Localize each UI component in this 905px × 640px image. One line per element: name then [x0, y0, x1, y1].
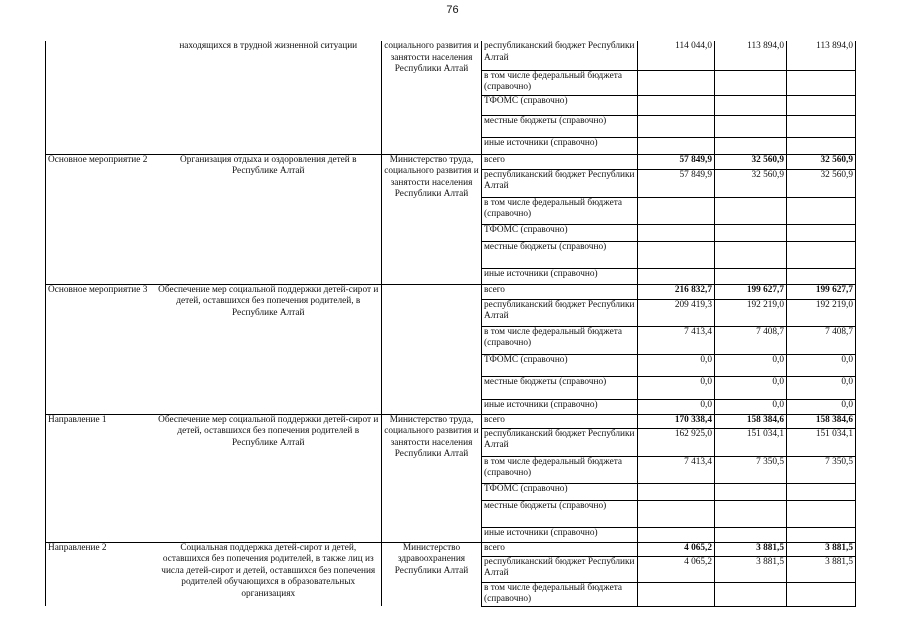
table-row: [46, 284, 856, 299]
funding-source: иные источники (справочно): [482, 527, 638, 542]
amount-cell: [638, 241, 715, 268]
amount-cell: 0,0: [787, 376, 856, 399]
amount-cell: 113 894,0: [715, 41, 787, 70]
amount-cell: 151 034,1: [715, 428, 787, 456]
row-code: Основное мероприятие 3: [46, 284, 156, 414]
funding-source: в том числе федеральный бюджета (справочно): [482, 197, 638, 224]
amount-cell: [715, 115, 787, 137]
amount-cell: 7 408,7: [787, 326, 856, 354]
amount-cell: 0,0: [638, 376, 715, 399]
executor: Министерство труда, социального развития и занятости населения Республики Алтай: [382, 414, 482, 542]
amount-cell: [715, 137, 787, 154]
amount-cell: 0,0: [638, 399, 715, 414]
amount-cell: 209 419,3: [638, 299, 715, 326]
amount-cell: [715, 70, 787, 95]
amount-cell: 0,0: [787, 354, 856, 376]
amount-cell: [715, 483, 787, 500]
funding-source: иные источники (справочно): [482, 399, 638, 414]
activity-name: Обеспечение мер социальной поддержки детей-сирот и детей, оставшихся без попечения родителей в Республике Алтай: [156, 414, 382, 542]
amount-cell: 151 034,1: [787, 428, 856, 456]
amount-cell: 4 065,2: [638, 542, 715, 556]
funding-source: местные бюджеты (справочно): [482, 376, 638, 399]
amount-cell: [638, 483, 715, 500]
amount-cell: 158 384,6: [715, 414, 787, 428]
row-code: [46, 41, 156, 154]
amount-cell: 3 881,5: [715, 556, 787, 582]
funding-source: ТФОМС (справочно): [482, 354, 638, 376]
executor: Министерство труда, социального развития и занятости населения Республики Алтай: [382, 154, 482, 284]
amount-cell: [715, 582, 787, 606]
amount-cell: 199 627,7: [715, 284, 787, 299]
executor: социального развития и занятости населения Республики Алтай: [382, 41, 482, 154]
funding-source: местные бюджеты (справочно): [482, 241, 638, 268]
executor: [382, 284, 482, 414]
row-code: Основное мероприятие 2: [46, 154, 156, 284]
amount-cell: 7 408,7: [715, 326, 787, 354]
amount-cell: 3 881,5: [715, 542, 787, 556]
amount-cell: [638, 268, 715, 284]
activity-name: Организация отдыха и оздоровления детей в Республике Алтай: [156, 154, 382, 284]
funding-source: иные источники (справочно): [482, 137, 638, 154]
amount-cell: [787, 115, 856, 137]
amount-cell: [787, 197, 856, 224]
funding-source: в том числе федеральный бюджета (справочно): [482, 582, 638, 606]
amount-cell: 162 925,0: [638, 428, 715, 456]
amount-cell: 192 219,0: [787, 299, 856, 326]
amount-cell: [787, 500, 856, 527]
amount-cell: 7 413,4: [638, 326, 715, 354]
funding-source: иные источники (справочно): [482, 268, 638, 284]
table-row: [46, 542, 856, 556]
amount-cell: 192 219,0: [715, 299, 787, 326]
amount-cell: [638, 95, 715, 115]
amount-cell: [638, 224, 715, 241]
funding-source: ТФОМС (справочно): [482, 224, 638, 241]
amount-cell: [715, 500, 787, 527]
amount-cell: [638, 500, 715, 527]
amount-cell: [787, 224, 856, 241]
amount-cell: [787, 527, 856, 542]
amount-cell: 0,0: [715, 376, 787, 399]
amount-cell: [715, 95, 787, 115]
amount-cell: 57 849,9: [638, 154, 715, 169]
amount-cell: 3 881,5: [787, 542, 856, 556]
amount-cell: 32 560,9: [715, 169, 787, 197]
table-row: [46, 414, 856, 428]
amount-cell: [787, 70, 856, 95]
activity-name: Социальная поддержка детей-сирот и детей, оставшихся без попечения родителей, в также лиц из числа детей-сирот и детей, оставшихся без попечения родителей обучающихся в образовательных организациях: [156, 542, 382, 606]
amount-cell: [638, 582, 715, 606]
funding-source: республиканский бюджет Республики Алтай: [482, 556, 638, 582]
amount-cell: [715, 527, 787, 542]
page-number: 76: [446, 4, 459, 16]
amount-cell: 7 413,4: [638, 456, 715, 483]
funding-source: в том числе федеральный бюджета (справочно): [482, 70, 638, 95]
funding-source: местные бюджеты (справочно): [482, 500, 638, 527]
amount-cell: 199 627,7: [787, 284, 856, 299]
amount-cell: 7 350,5: [715, 456, 787, 483]
amount-cell: 32 560,9: [715, 154, 787, 169]
funding-source: республиканский бюджет Республики Алтай: [482, 299, 638, 326]
amount-cell: 170 338,4: [638, 414, 715, 428]
amount-cell: [715, 224, 787, 241]
amount-cell: 0,0: [715, 354, 787, 376]
amount-cell: [638, 137, 715, 154]
amount-cell: [787, 241, 856, 268]
amount-cell: [787, 582, 856, 606]
table-row: [46, 154, 856, 169]
funding-source: всего: [482, 284, 638, 299]
funding-source: ТФОМС (справочно): [482, 95, 638, 115]
funding-source: республиканский бюджет Республики Алтай: [482, 169, 638, 197]
amount-cell: 4 065,2: [638, 556, 715, 582]
amount-cell: [787, 137, 856, 154]
amount-cell: 113 894,0: [787, 41, 856, 70]
funding-source: всего: [482, 542, 638, 556]
executor: Министерство здравоохранения Республики Алтай: [382, 542, 482, 606]
amount-cell: [715, 241, 787, 268]
funding-source: всего: [482, 414, 638, 428]
amount-cell: 32 560,9: [787, 169, 856, 197]
amount-cell: [715, 268, 787, 284]
amount-cell: 0,0: [715, 399, 787, 414]
amount-cell: [787, 268, 856, 284]
funding-source: республиканский бюджет Республики Алтай: [482, 41, 638, 70]
amount-cell: 114 044,0: [638, 41, 715, 70]
amount-cell: 57 849,9: [638, 169, 715, 197]
amount-cell: [715, 197, 787, 224]
funding-source: всего: [482, 154, 638, 169]
funding-source: республиканский бюджет Республики Алтай: [482, 428, 638, 456]
amount-cell: 216 832,7: [638, 284, 715, 299]
amount-cell: [787, 95, 856, 115]
amount-cell: 0,0: [787, 399, 856, 414]
activity-name: находящихся в трудной жизненной ситуации: [179, 41, 358, 51]
amount-cell: [638, 527, 715, 542]
amount-cell: [638, 70, 715, 95]
table-row: [46, 41, 856, 70]
budget-table: [45, 41, 856, 607]
funding-source: в том числе федеральный бюджета (справочно): [482, 326, 638, 354]
funding-source: в том числе федеральный бюджета (справочно): [482, 456, 638, 483]
row-code: Направление 1: [46, 414, 156, 542]
amount-cell: 7 350,5: [787, 456, 856, 483]
funding-source: местные бюджеты (справочно): [482, 115, 638, 137]
amount-cell: [638, 197, 715, 224]
amount-cell: 3 881,5: [787, 556, 856, 582]
activity-name: Обеспечение мер социальной поддержки детей-сирот и детей, оставшихся без попечения родителей, в Республике Алтай: [156, 284, 382, 414]
funding-source: ТФОМС (справочно): [482, 483, 638, 500]
amount-cell: [638, 115, 715, 137]
amount-cell: 32 560,9: [787, 154, 856, 169]
amount-cell: [787, 483, 856, 500]
amount-cell: 0,0: [638, 354, 715, 376]
amount-cell: 158 384,6: [787, 414, 856, 428]
row-code: Направление 2: [46, 542, 156, 606]
